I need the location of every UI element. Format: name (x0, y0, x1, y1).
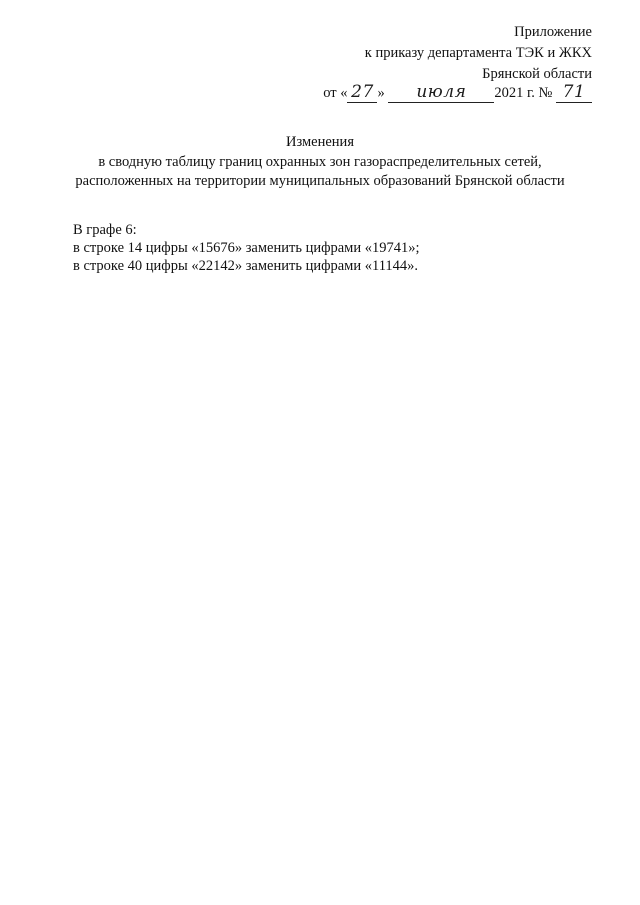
body-item: в строке 14 цифры «15676» заменить цифрами «19741»; (73, 240, 420, 256)
order-number-field (556, 84, 592, 103)
document-body (73, 221, 420, 275)
appendix-label: Приложение (514, 24, 592, 40)
appendix-header (365, 22, 592, 85)
date-month-field (388, 84, 494, 103)
document-heading (0, 133, 640, 191)
document-subtitle-line-1: в сводную таблицу границ охранных зон газораспределительных сетей, (98, 154, 542, 170)
order-number-handwritten: 71 (562, 82, 586, 102)
date-prefix: от « (323, 85, 348, 101)
date-day-field (347, 84, 377, 103)
order-date-line (323, 82, 592, 104)
appendix-region: Брянской области (482, 66, 592, 82)
date-quote-close: » (377, 85, 385, 101)
date-day-handwritten: 27 (351, 82, 374, 102)
date-year-and-number-label: 2021 г. № (494, 85, 553, 101)
body-intro: В графе 6: (73, 222, 137, 238)
document-subtitle-line-2: расположенных на территории муниципальных образований Брянской области (75, 173, 565, 189)
body-item: в строке 40 цифры «22142» заменить цифрами «11144». (73, 258, 419, 274)
document-title: Изменения (286, 134, 354, 150)
appendix-order-reference: к приказу департамента ТЭК и ЖКХ (364, 45, 592, 61)
date-month-handwritten: июля (416, 82, 467, 102)
